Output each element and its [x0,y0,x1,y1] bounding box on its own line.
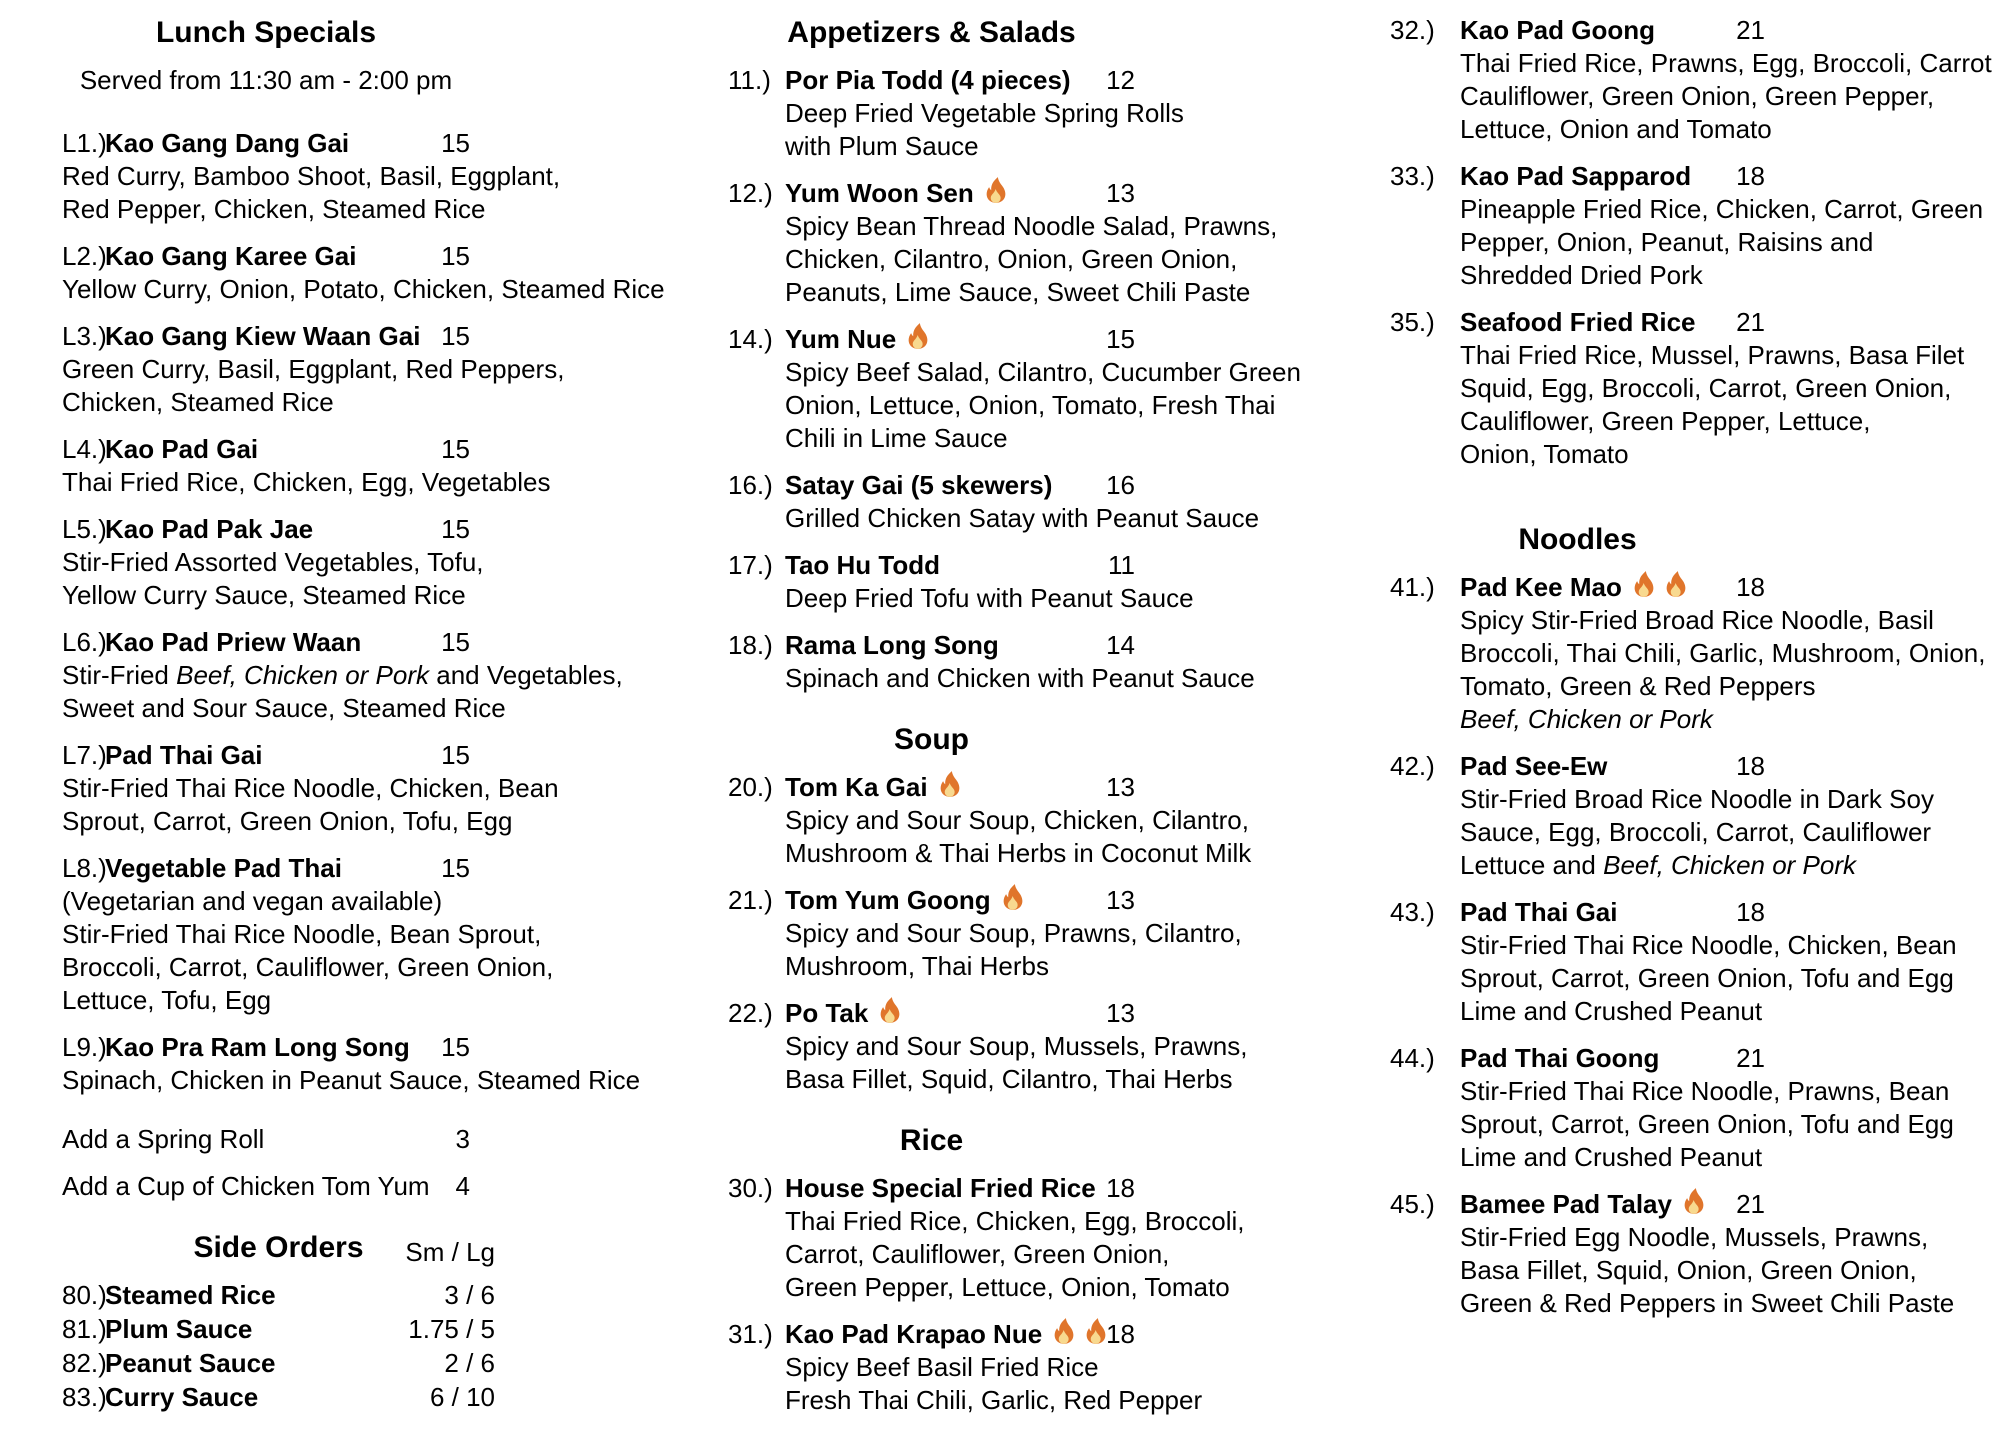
item-description-line: Stir-Fried Assorted Vegetables, Tofu, [62,547,484,577]
item-name: Satay Gai (5 skewers) [785,470,1053,500]
fire-icon [903,322,933,352]
item-description-line: Lettuce, Tofu, Egg [62,985,272,1015]
item-price: 16 [1106,470,1135,500]
item-description-line: Basa Fillet, Squid, Onion, Green Onion, [1460,1255,1917,1285]
menu-item-header [62,1123,622,1156]
menu-item-header [1390,571,1970,604]
item-name: Rama Long Song [785,630,999,660]
item-description-line: Stir-Fried Thai Rice Noodle, Bean Sprout, [62,919,542,949]
item-description-line: Green Curry, Basil, Eggplant, Red Peppers, [62,354,565,384]
item-description-line: Deep Fried Tofu with Peanut Sauce [785,583,1194,613]
menu-item [728,997,1308,1096]
item-price: 18 [1736,572,1765,602]
item-number: L3.) [62,321,107,351]
item-description-line: Stir-Fried Thai Rice Noodle, Chicken, Bean [62,773,559,803]
section-side-orders [62,1229,622,1414]
item-price: 6 / 10 [429,1382,495,1412]
menu-item-header [62,1313,622,1346]
fire-icon [875,996,905,1026]
fire-icon [998,883,1028,913]
item-name: Seafood Fried Rice [1460,307,1696,337]
menu-item-header [62,1170,622,1203]
item-description-line: Spinach, Chicken in Peanut Sauce, Steamed Rice [62,1065,641,1095]
section-header [62,14,470,52]
item-price: 13 [1106,998,1135,1028]
item-number: L1.) [62,128,107,158]
menu-item-header [728,177,1308,210]
item-number: 82.) [62,1348,107,1378]
item-price: 21 [1736,15,1765,45]
menu-item [1390,14,1992,146]
item-description-line: Broccoli, Thai Chili, Garlic, Mushroom, Onion, [1460,638,1986,668]
item-number: L4.) [62,434,107,464]
item-number: L7.) [62,740,107,770]
menu-item [62,626,622,725]
menu-item [1390,750,1970,882]
item-number: 44.) [1390,1043,1435,1073]
item-price: 12 [1106,65,1135,95]
fire-icon [1679,1187,1709,1217]
item-price: 11 [1108,550,1135,580]
item-name: Kao Gang Kiew Waan Gai [105,321,421,351]
item-name: Kao Pad Sapparod [1460,161,1692,191]
item-name: Yum Nue [785,324,897,354]
item-description-line: Thai Fried Rice, Chicken, Egg, Broccoli, [785,1206,1245,1236]
item-number: 30.) [728,1173,773,1203]
item-number: 16.) [728,470,773,500]
item-price: 13 [1106,178,1135,208]
item-name: Tom Ka Gai [785,772,928,802]
item-description-line: Spicy and Sour Soup, Mussels, Prawns, [785,1031,1248,1061]
item-number: 33.) [1390,161,1435,191]
item-number: 18.) [728,630,773,660]
item-description-line: Chili in Lime Sauce [785,423,1008,453]
menu-item [728,323,1308,455]
item-name: Pad Thai Gai [105,740,263,770]
item-description-line: Red Curry, Bamboo Shoot, Basil, Eggplant, [62,161,561,191]
fire-icon [1661,570,1691,600]
item-description-line: Thai Fried Rice, Chicken, Egg, Vegetables [62,467,551,497]
item-description-line: (Vegetarian and vegan available) [62,886,443,916]
item-price: 18 [1106,1173,1135,1203]
item-number: 41.) [1390,572,1435,602]
item-number: 22.) [728,998,773,1028]
section-title: Noodles [1518,523,1637,556]
item-description-line: Fresh Thai Chili, Garlic, Red Pepper [785,1385,1203,1415]
item-price: 13 [1106,772,1135,802]
menu-item-header [1390,14,1970,47]
item-number: 11.) [728,65,771,95]
item-name: Po Tak [785,998,869,1028]
menu-column-2 [728,14,1308,1431]
item-name: Vegetable Pad Thai [105,853,342,883]
item-description-text: Lettuce and [1460,850,1604,880]
item-number: L2.) [62,241,107,271]
item-price: 15 [441,514,470,544]
section-title: Soup [894,723,969,756]
item-description-line: Red Pepper, Chicken, Steamed Rice [62,194,486,224]
menu-item [728,177,1308,309]
menu-item-header [728,1318,1308,1351]
item-description-line: Chicken, Steamed Rice [62,387,334,417]
item-description-line: Sprout, Carrot, Green Onion, Tofu and Egg [1460,1109,1954,1139]
item-number: 83.) [62,1382,107,1412]
item-name: Bamee Pad Talay [1460,1189,1672,1219]
item-description-line: Mushroom & Thai Herbs in Coconut Milk [785,838,1252,868]
menu-item-header [1390,750,1970,783]
menu-item-header [62,1381,622,1414]
menu-item-header [62,240,622,273]
fire-icon [1629,570,1659,600]
menu-item-header [1390,1042,1970,1075]
item-name: Tao Hu Todd [785,550,940,580]
menu-item-header [62,1279,622,1312]
item-description-line: Sauce, Egg, Broccoli, Carrot, Cauliflower [1460,817,1932,847]
menu-item [62,1123,622,1156]
section-title: Side Orders [193,1231,364,1264]
item-description-line: Yellow Curry, Onion, Potato, Chicken, Steamed Rice [62,274,665,304]
menu-item [62,1170,622,1203]
item-description-line: Lime and Crushed Peanut [1460,1142,1763,1172]
price-size-label: Sm / Lg [405,1237,495,1267]
item-number: 20.) [728,772,773,802]
menu-item-header [1390,160,1970,193]
menu-item-header [62,127,622,160]
menu-item [62,513,622,612]
menu-item [62,240,665,306]
item-name: House Special Fried Rice [785,1173,1096,1203]
item-description-line: Stir-Fried Thai Rice Noodle, Chicken, Bean [1460,930,1957,960]
item-description-line: Onion, Tomato [1460,439,1629,469]
menu-item-header [1390,306,1970,339]
menu-item-header [728,64,1308,97]
section-title: Lunch Specials [155,16,377,49]
item-name: Kao Pad Priew Waan [105,627,362,657]
menu-item [62,739,622,838]
item-number: 80.) [62,1280,107,1310]
item-name: Plum Sauce [105,1314,253,1344]
section-header [728,1122,1135,1160]
item-price: 4 [455,1171,470,1201]
menu-item [1390,306,1970,471]
menu-item-header [728,629,1308,662]
menu-item-header [1390,896,1970,929]
menu-item [728,469,1308,535]
item-description-line: Grilled Chicken Satay with Peanut Sauce [785,503,1260,533]
menu-column-1 [62,14,665,1415]
fire-icon [981,176,1011,206]
item-price: 15 [441,241,470,271]
item-name: Pad Thai Gai [1460,897,1618,927]
menu-item-header [62,433,622,466]
item-name: Pad Kee Mao [1460,572,1622,602]
item-price: 1.75 / 5 [408,1314,495,1344]
item-description-line: Broccoli, Carrot, Cauliflower, Green Onion, [62,952,554,982]
item-price: 14 [1106,630,1135,660]
item-description-line: Peanuts, Lime Sauce, Sweet Chili Paste [785,277,1251,307]
menu-item [1390,571,1986,736]
item-description-line: Stir-Fried Broad Rice Noodle in Dark Soy [1460,784,1934,814]
item-name: Kao Pad Krapao Nue [785,1319,1043,1349]
item-name: Kao Gang Dang Gai [105,128,350,158]
menu-item-header [62,320,622,353]
item-description-line: Deep Fried Vegetable Spring Rolls [785,98,1184,128]
item-price: 3 [455,1124,470,1154]
item-number: L8.) [62,853,107,883]
item-description-italic: Beef, Chicken or Pork [176,660,430,690]
item-description-line: Cauliflower, Green Pepper, Lettuce, [1460,406,1871,436]
item-description-line: Squid, Egg, Broccoli, Carrot, Green Onion, [1460,373,1952,403]
item-number: L9.) [62,1032,107,1062]
menu-item [62,1313,622,1346]
menu-item-header [62,739,622,772]
item-description-line: Yellow Curry Sauce, Steamed Rice [62,580,466,610]
item-description-italic: Beef, Chicken or Pork [1460,704,1713,734]
item-name: Pad See-Ew [1460,751,1608,781]
item-description-line: Spinach and Chicken with Peanut Sauce [785,663,1255,693]
item-number: L6.) [62,627,107,657]
item-description-italic: Beef, Chicken or Pork [1603,850,1857,880]
item-price: 2 / 6 [444,1348,495,1378]
section-header [728,14,1135,52]
menu-item-header [62,852,622,885]
item-description-text: and Vegetables, [429,660,623,690]
section-title: Rice [899,1124,964,1157]
section-continued [1390,14,1992,471]
menu-item-header [728,771,1308,804]
item-description-line [62,659,622,692]
item-price: 3 / 6 [444,1280,495,1310]
section-soup [728,721,1308,1096]
item-description-line: Tomato, Green & Red Peppers [1460,671,1816,701]
item-price: 15 [1106,324,1135,354]
item-description-line: Chicken, Cilantro, Onion, Green Onion, [785,244,1238,274]
menu-item [62,1347,622,1380]
item-number: 12.) [728,178,773,208]
menu-item [62,1031,641,1097]
menu-item-header [1390,1188,1970,1221]
menu-item-header [62,626,622,659]
item-number: 81.) [62,1314,107,1344]
fire-icon [935,770,965,800]
section-header [1390,521,1765,559]
item-price: 13 [1106,885,1135,915]
item-number: 14.) [728,324,773,354]
item-description-line: Carrot, Cauliflower, Green Onion, [785,1239,1170,1269]
menu-item [1390,1188,1970,1320]
item-price: 21 [1736,307,1765,337]
item-description-line: Sprout, Carrot, Green Onion, Tofu, Egg [62,806,513,836]
menu-item-header [728,884,1308,917]
item-name: Curry Sauce [105,1382,259,1412]
item-description-line: Sweet and Sour Sauce, Steamed Rice [62,693,506,723]
item-price: 15 [441,1032,470,1062]
menu-item [728,884,1308,983]
item-description-line: Spicy and Sour Soup, Chicken, Cilantro, [785,805,1249,835]
menu-item [62,1279,622,1312]
item-description-text: Stir-Fried [62,660,177,690]
item-number: 31.) [728,1319,773,1349]
section-header [62,1229,495,1267]
menu-item [62,1381,622,1414]
item-number: 21.) [728,885,773,915]
menu-item-header [728,323,1308,356]
item-name: Peanut Sauce [105,1348,276,1378]
item-description-line: with Plum Sauce [785,131,979,161]
section-noodles [1390,521,1986,1320]
item-price: 18 [1736,751,1765,781]
item-price: 15 [441,853,470,883]
item-name: Por Pia Todd (4 pieces) [785,65,1071,95]
menu-item-header [62,513,622,546]
menu-item-header [728,1172,1308,1205]
item-description-line: Pineapple Fried Rice, Chicken, Carrot, Green [1460,194,1984,224]
menu-item [1390,896,1970,1028]
menu-item [728,629,1308,695]
item-description-line: Green & Red Peppers in Sweet Chili Paste [1460,1288,1955,1318]
item-description-line: Lettuce, Onion and Tomato [1460,114,1772,144]
item-name: Kao Pad Pak Jae [105,514,314,544]
item-price: 15 [441,434,470,464]
menu-item [62,852,622,1017]
item-description-line [1390,703,1970,736]
item-name: Add a Cup of Chicken Tom Yum [62,1171,430,1201]
item-price: 21 [1736,1043,1765,1073]
item-price: 18 [1736,897,1765,927]
section-header [728,721,1135,759]
item-number: 35.) [1390,307,1435,337]
menu-item [1390,160,1984,292]
section-lunch-specials [62,14,665,1097]
item-name: Kao Pra Ram Long Song [105,1032,410,1062]
menu-item-header [62,1347,622,1380]
item-price: 15 [441,627,470,657]
item-description-line: Shredded Dried Pork [1460,260,1703,290]
item-name: Add a Spring Roll [62,1124,265,1154]
menu-item-header [728,469,1308,502]
item-name: Yum Woon Sen [785,178,974,208]
section-rice [728,1122,1308,1417]
item-price: 21 [1736,1189,1765,1219]
item-name: Kao Gang Karee Gai [105,241,357,271]
item-description-line: Thai Fried Rice, Prawns, Egg, Broccoli, Carrot [1460,48,1992,78]
item-number: 17.) [728,550,773,580]
item-price: 18 [1736,161,1765,191]
item-price: 15 [441,128,470,158]
item-number: 42.) [1390,751,1435,781]
item-description-line: Stir-Fried Egg Noodle, Mussels, Prawns, [1460,1222,1929,1252]
menu-item [728,771,1308,870]
item-number: 32.) [1390,15,1435,45]
section-title: Appetizers & Salads [787,16,1076,49]
menu-item [62,127,622,226]
item-description-line: Spicy Stir-Fried Broad Rice Noodle, Basil [1460,605,1934,635]
item-description-line: Spicy and Sour Soup, Prawns, Cilantro, [785,918,1242,948]
fire-icon [1049,1317,1079,1347]
menu-item-header [62,1031,622,1064]
item-name: Tom Yum Goong [785,885,991,915]
item-description-line [1390,849,1970,882]
item-description-line: Spicy Beef Salad, Cilantro, Cucumber Green [785,357,1301,387]
item-description-line: Spicy Beef Basil Fried Rice [785,1352,1099,1382]
section-continued [62,1123,622,1203]
item-number: 45.) [1390,1189,1435,1219]
menu-item-header [728,997,1308,1030]
menu-item [62,433,622,499]
item-description-line: Mushroom, Thai Herbs [785,951,1049,981]
item-description-line: Pepper, Onion, Peanut, Raisins and [1460,227,1874,257]
section-appetizers-salads [728,14,1308,695]
item-price: 15 [441,321,470,351]
item-description-line: Sprout, Carrot, Green Onion, Tofu and Egg [1460,963,1954,993]
menu-item-header [728,549,1308,582]
menu-item [728,1318,1308,1417]
item-description-line: Stir-Fried Thai Rice Noodle, Prawns, Bean [1460,1076,1950,1106]
menu-item [62,320,622,419]
item-description-line: Cauliflower, Green Onion, Green Pepper, [1460,81,1935,111]
item-name: Kao Pad Gai [105,434,259,464]
item-description-line: Lime and Crushed Peanut [1460,996,1763,1026]
item-number: L5.) [62,514,107,544]
item-name: Steamed Rice [105,1280,276,1310]
item-description-line: Green Pepper, Lettuce, Onion, Tomato [785,1272,1230,1302]
menu-item [728,549,1308,615]
menu-item [1390,1042,1970,1174]
item-description-line: Onion, Lettuce, Onion, Tomato, Fresh Thai [785,390,1276,420]
section-subtitle: Served from 11:30 am - 2:00 pm [79,65,453,95]
item-description-line: Thai Fried Rice, Mussel, Prawns, Basa Filet [1460,340,1965,370]
menu-item [728,64,1308,163]
item-description-line: Basa Fillet, Squid, Cilantro, Thai Herbs [785,1064,1233,1094]
item-name: Pad Thai Goong [1460,1043,1660,1073]
item-name: Kao Pad Goong [1460,15,1655,45]
item-price: 18 [1106,1319,1135,1349]
item-number: 43.) [1390,897,1435,927]
item-description-line: Spicy Bean Thread Noodle Salad, Prawns, [785,211,1278,241]
menu-item [728,1172,1308,1304]
menu-column-3 [1390,14,1992,1334]
item-price: 15 [441,740,470,770]
